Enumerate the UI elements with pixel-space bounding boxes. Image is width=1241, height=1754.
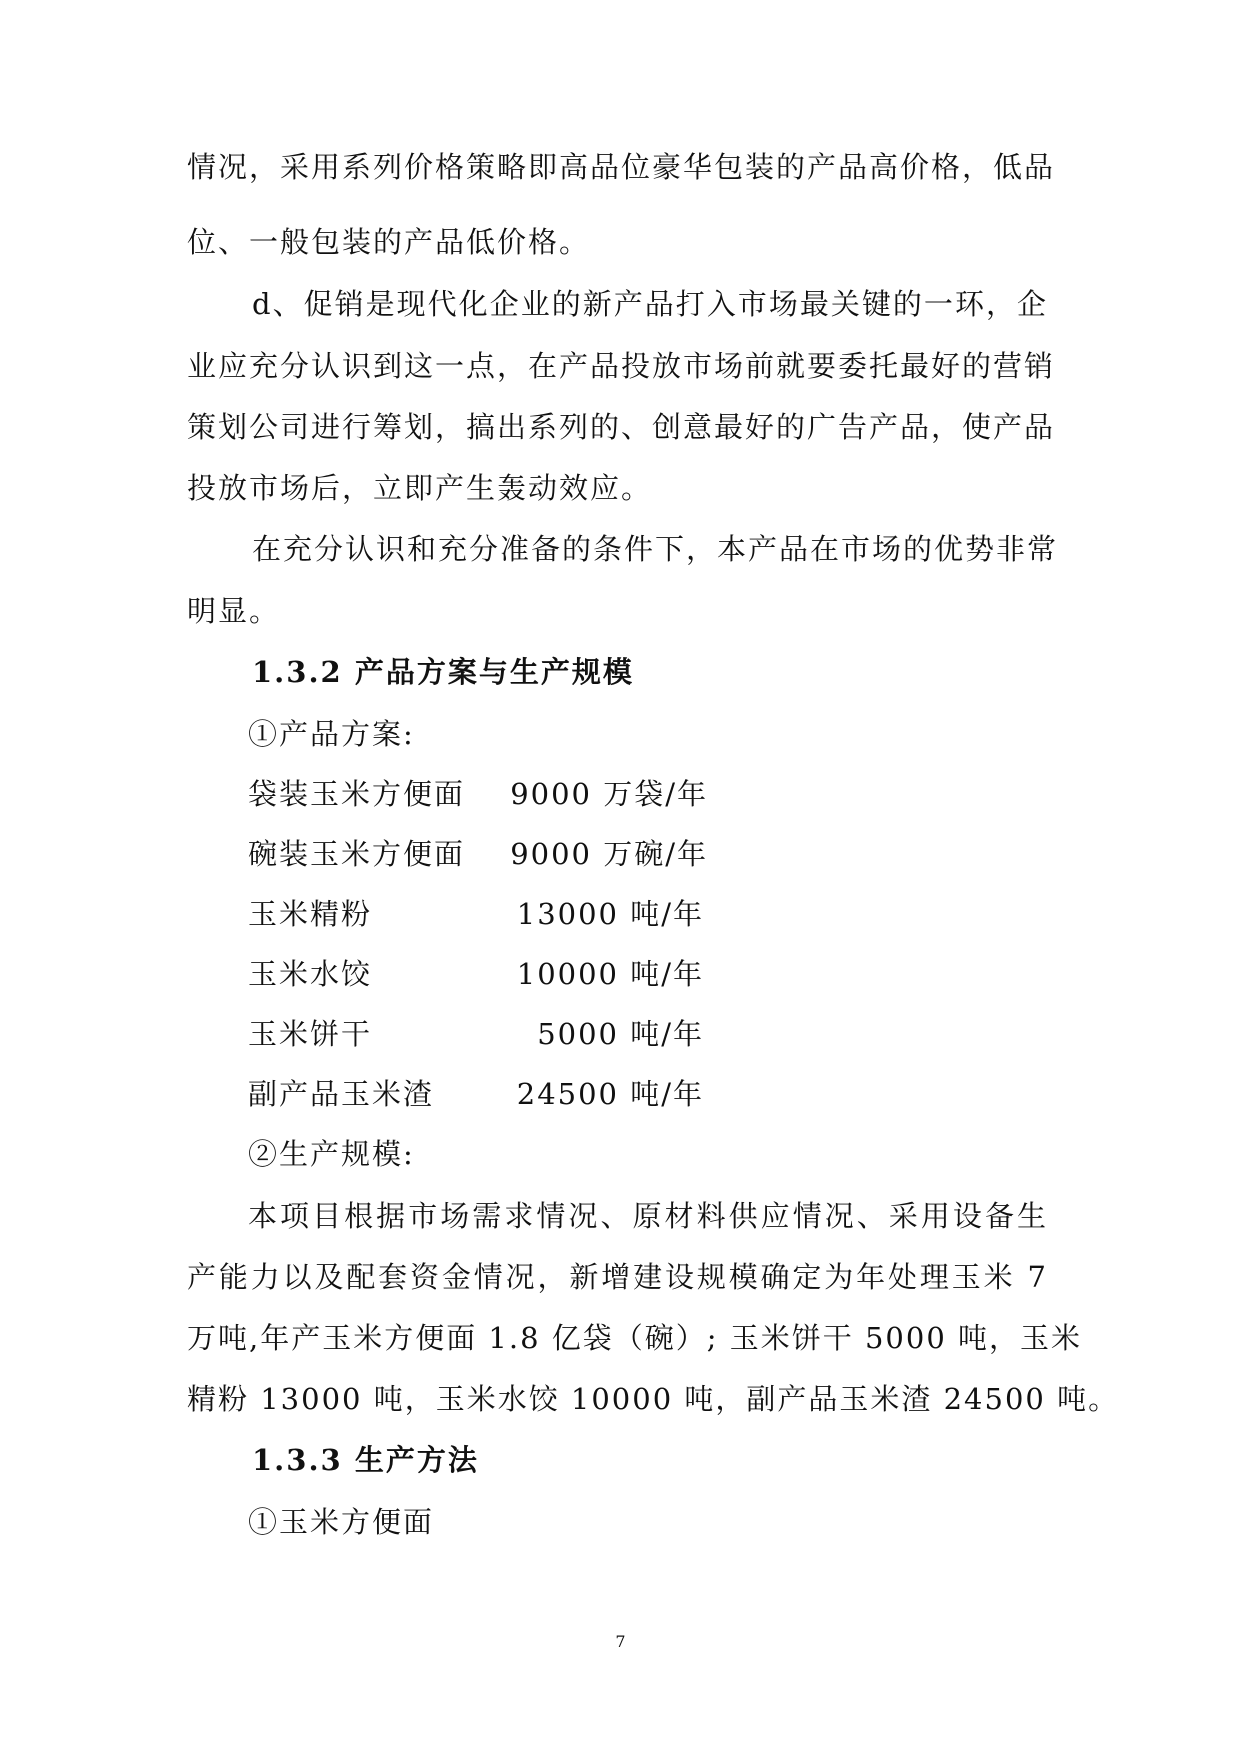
product-name: 玉米精粉: [248, 897, 373, 931]
product-name: 玉米饼干: [248, 1017, 373, 1051]
subheading: ①产品方案:: [248, 717, 415, 751]
subheading: ①玉米方便面: [248, 1505, 435, 1539]
paragraph-line: 明显。: [187, 594, 281, 628]
product-row: [248, 1077, 704, 1114]
product-name: 碗装玉米方便面: [248, 837, 466, 871]
paragraph-line: d、促销是现代化企业的新产品打入市场最关键的一环，企: [252, 287, 1048, 321]
paragraph-line: 在充分认识和充分准备的条件下，本产品在市场的优势非常: [252, 532, 1059, 566]
section-heading: 1.3.3 生产方法: [252, 1443, 479, 1477]
product-name: 袋装玉米方便面: [248, 777, 466, 811]
product-row: [248, 957, 704, 994]
page-number: 7: [615, 1632, 626, 1651]
product-row: [248, 837, 708, 874]
product-amount: 9000 万袋/年: [510, 777, 708, 811]
paragraph-line: 业应充分认识到这一点，在产品投放市场前就要委托最好的营销: [187, 349, 1056, 383]
paragraph-line: 万吨,年产玉米方便面 1.8 亿袋（碗）; 玉米饼干 5000 吨，玉米: [187, 1321, 1083, 1355]
product-amount: 9000 万碗/年: [510, 837, 708, 871]
paragraph-line: 情况，采用系列价格策略即高品位豪华包装的产品高价格，低品: [187, 150, 1056, 184]
paragraph-line: 投放市场后，立即产生轰动效应。: [187, 471, 653, 505]
product-name: 副产品玉米渣: [248, 1077, 435, 1111]
product-row: [248, 777, 708, 814]
product-amount: 13000 吨/年: [516, 897, 704, 931]
paragraph-line: 本项目根据市场需求情况、原材料供应情况、采用设备生: [248, 1199, 1048, 1233]
product-amount: 24500 吨/年: [516, 1077, 704, 1111]
product-row: [248, 897, 704, 934]
product-amount: 5000 吨/年: [537, 1017, 704, 1051]
product-row: [248, 1017, 704, 1054]
paragraph-line: 策划公司进行筹划，搞出系列的、创意最好的广告产品，使产品: [187, 410, 1056, 444]
subheading: ②生产规模:: [248, 1137, 415, 1171]
product-amount: 10000 吨/年: [516, 957, 704, 991]
paragraph-line: 产能力以及配套资金情况，新增建设规模确定为年处理玉米 7: [187, 1260, 1048, 1294]
paragraph-line: 位、一般包装的产品低价格。: [187, 225, 591, 259]
section-heading: 1.3.2 产品方案与生产规模: [252, 655, 634, 689]
paragraph-line: 精粉 13000 吨，玉米水饺 10000 吨，副产品玉米渣 24500 吨。: [187, 1382, 1120, 1416]
product-name: 玉米水饺: [248, 957, 373, 991]
